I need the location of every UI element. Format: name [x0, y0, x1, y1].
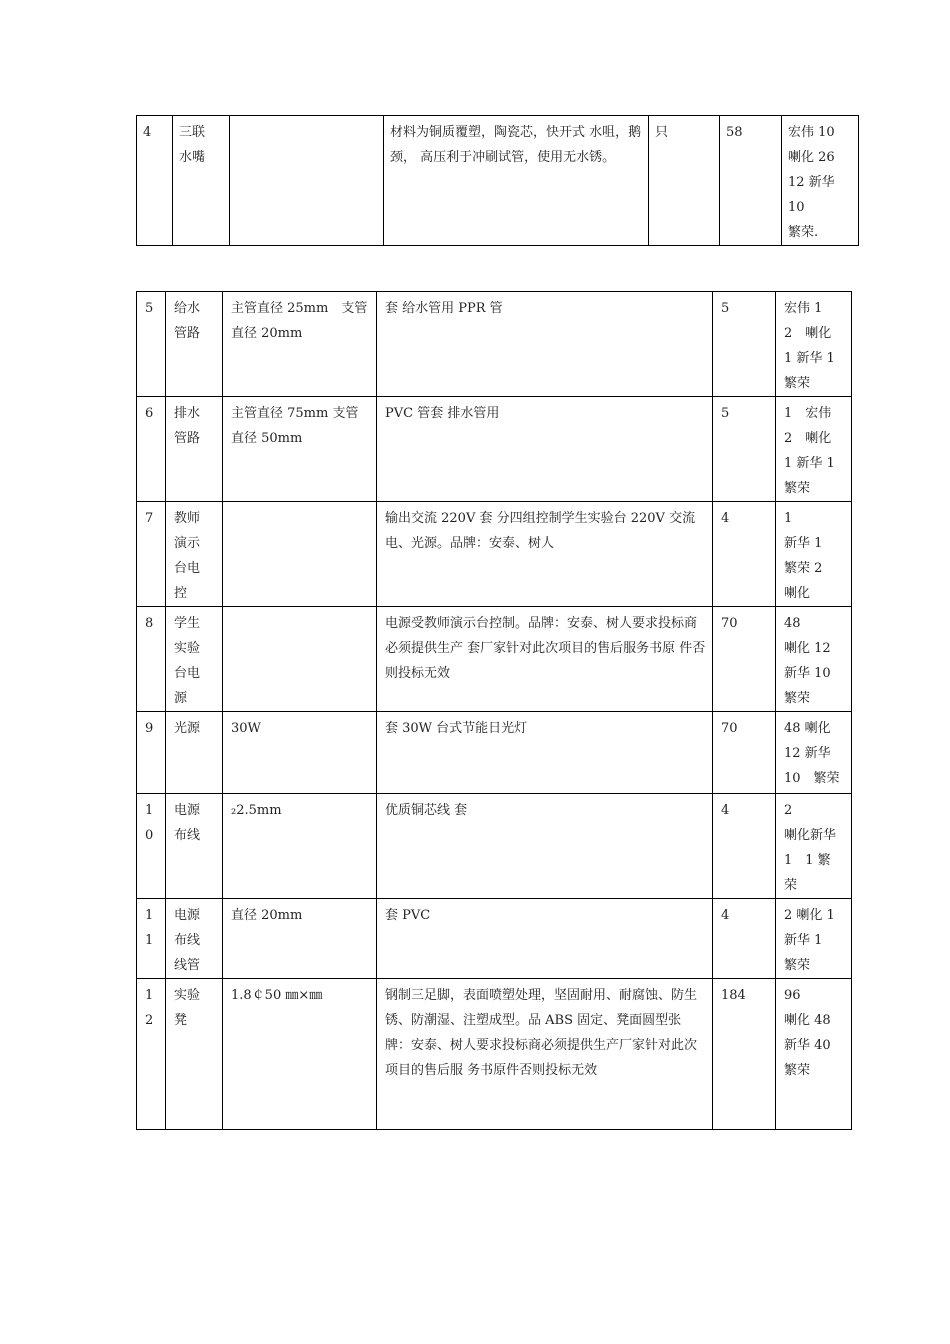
cell-no: 4	[137, 116, 173, 246]
cell-no: 1 1	[137, 899, 166, 979]
cell-spec: 直径 20mm	[223, 899, 377, 979]
cell-dist: 2 喇化新华 1 1 繁 荣	[776, 794, 852, 899]
table-row	[137, 899, 852, 979]
cell-dist: 96 喇化 48 新华 40 繁荣	[776, 979, 852, 1130]
table-row	[137, 292, 852, 397]
cell-name: 电源 布线 线管	[166, 899, 223, 979]
cell-dist: 1 宏伟 2 喇化 1 新华 1 繁荣	[776, 397, 852, 502]
cell-spec: ₂2.5mm	[223, 794, 377, 899]
cell-qty: 70	[713, 712, 776, 794]
cell-name: 三联 水嘴	[173, 116, 230, 246]
cell-name: 光源	[166, 712, 223, 794]
cell-no: 9	[137, 712, 166, 794]
cell-qty: 5	[713, 292, 776, 397]
cell-name: 给水 管路	[166, 292, 223, 397]
table-row	[137, 502, 852, 607]
cell-desc: 材料为铜质覆塑，陶瓷芯，快开式 水咀，鹅颈， 高压利于冲刷试管，使用无水锈。	[384, 116, 649, 246]
cell-qty: 4	[713, 502, 776, 607]
cell-no: 1 0	[137, 794, 166, 899]
cell-dist: 宏伟 10 喇化 26 12 新华 10 繁荣.	[782, 116, 859, 246]
cell-dist: 2 喇化 1 新华 1 繁荣	[776, 899, 852, 979]
cell-no: 6	[137, 397, 166, 502]
cell-spec: 主管直径 75mm 支管直径 50mm	[223, 397, 377, 502]
table-row	[137, 116, 859, 246]
cell-no: 7	[137, 502, 166, 607]
cell-name: 实验 凳	[166, 979, 223, 1130]
cell-desc: 钢制三足脚，表面喷塑处理，坚固耐用、耐腐蚀、防生锈、防潮湿、注塑成型。品 ABS 固定、凳面圆型张 牌：安泰、树人要求投标商必须提供生产厂家针对此次项目的售后服 务书原件否则投标无效	[377, 979, 713, 1130]
cell-spec	[223, 607, 377, 712]
cell-name: 学生 实验 台电 源	[166, 607, 223, 712]
cell-dist: 48 喇化 12 新华 10 繁荣	[776, 712, 852, 794]
cell-desc: 电源受教师演示台控制。品牌：安泰、树人要求投标商必须提供生产 套厂家针对此次项目的售后服务书原 件否则投标无效	[377, 607, 713, 712]
table-row	[137, 712, 852, 794]
cell-spec	[223, 502, 377, 607]
cell-no: 8	[137, 607, 166, 712]
cell-dist: 宏伟 1 2 喇化 1 新华 1 繁荣	[776, 292, 852, 397]
table-row	[137, 979, 852, 1130]
cell-qty: 4	[713, 794, 776, 899]
cell-no: 5	[137, 292, 166, 397]
cell-desc: PVC 管套 排水管用	[377, 397, 713, 502]
cell-qty: 70	[713, 607, 776, 712]
cell-no: 1 2	[137, 979, 166, 1130]
cell-qty: 58	[720, 116, 782, 246]
cell-unit: 只	[649, 116, 720, 246]
table-row	[137, 794, 852, 899]
cell-qty: 5	[713, 397, 776, 502]
cell-dist: 1 新华 1 繁荣 2 喇化	[776, 502, 852, 607]
cell-name: 排水 管路	[166, 397, 223, 502]
cell-spec: 30W	[223, 712, 377, 794]
equipment-table-part-2	[136, 291, 852, 1130]
cell-qty: 4	[713, 899, 776, 979]
cell-dist: 48 喇化 12 新华 10 繁荣	[776, 607, 852, 712]
equipment-table-part-1	[136, 115, 859, 246]
cell-desc: 输出交流 220V 套 分四组控制学生实验台 220V 交流电、光源。品牌：安泰、树人	[377, 502, 713, 607]
cell-name: 教师 演示 台电 控	[166, 502, 223, 607]
cell-qty: 184	[713, 979, 776, 1130]
cell-desc: 优质铜芯线 套	[377, 794, 713, 899]
cell-spec: 主管直径 25mm 支管直径 20mm	[223, 292, 377, 397]
table-row	[137, 607, 852, 712]
cell-desc: 套 30W 台式节能日光灯	[377, 712, 713, 794]
cell-name: 电源 布线	[166, 794, 223, 899]
table-row	[137, 397, 852, 502]
cell-desc: 套 给水管用 PPR 管	[377, 292, 713, 397]
cell-spec	[230, 116, 384, 246]
cell-spec: 1.8￠50 ㎜×㎜	[223, 979, 377, 1130]
cell-desc: 套 PVC	[377, 899, 713, 979]
